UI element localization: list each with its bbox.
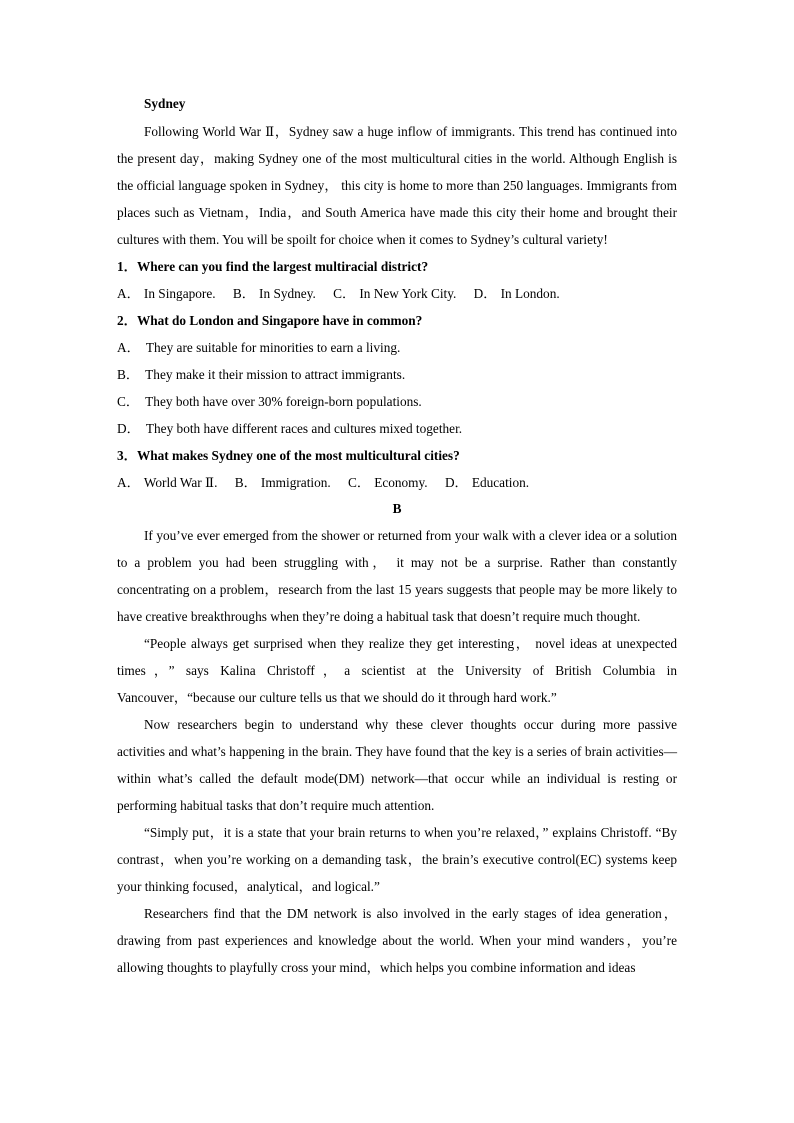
section-a-paragraph: Following World War Ⅱ，Sydney saw a huge inflow of immigrants. This trend has continued into the present day，making Sydney one of the most multicultural cities in the world. Although English is the official language spoken in Sydney， this city is home to more than 250 languages. Immigrants from places such as Vietnam，India，and South America have made this city their home and brought their cultures with them. You will be spoilt for choice when it comes to Sydney’s cultural variety!	[117, 124, 677, 247]
question-1-options	[117, 280, 677, 307]
question-1-stem: 1．Where can you find the largest multiracial district?	[117, 259, 429, 274]
question-1-option-c[interactable]: C． In New York City.	[333, 286, 457, 301]
section-b-heading: B	[392, 501, 402, 516]
question-3-stem: 3．What makes Sydney one of the most multicultural cities?	[117, 448, 460, 463]
question-2-option-d[interactable]: D． They both have different races and cultures mixed together.	[117, 421, 463, 436]
question-2-option-c[interactable]: C． They both have over 30% foreign-born populations.	[117, 394, 422, 409]
section-b-paragraph-5: Researchers find that the DM network is also involved in the early stages of idea generation，drawing from past experiences and knowledge about the world. When your mind wanders，you’re allowing thoughts to playfully cross your mind，which helps you combine information and ideas	[117, 906, 677, 975]
question-2-option-a[interactable]: A． They are suitable for minorities to earn a living.	[117, 340, 401, 355]
question-1-option-d[interactable]: D． In London.	[473, 286, 560, 301]
question-3-option-b[interactable]: B． Immigration.	[234, 475, 331, 490]
section-a-title: Sydney	[144, 96, 186, 111]
question-1-option-a[interactable]: A． In Singapore.	[117, 286, 216, 301]
section-b-paragraph-3: Now researchers begin to understand why these clever thoughts occur during more passive activities and what’s happening in the brain. They have found that the key is a series of brain activities—within what’s called the default mode(DM) network—that occur while an individual is resting or performing habitual tasks that don’t require much attention.	[117, 717, 677, 813]
question-3-option-d[interactable]: D． Education.	[444, 475, 530, 490]
question-3-options	[117, 469, 677, 496]
section-b-paragraph-2: “People always get surprised when they realize they get interesting， novel ideas at unexpected times，” says Kalina Christoff，a scientist at the University of British Columbia in Vancouver，“because our culture tells us that we should do it through hard work.”	[117, 636, 677, 705]
question-2-stem: 2．What do London and Singapore have in common?	[117, 313, 423, 328]
section-b-paragraph-4: “Simply put，it is a state that your brain returns to when you’re relaxed，” explains Christoff. “By contrast，when you’re working on a demanding task，the brain’s executive control(EC) systems keep your thinking focused，analytical，and logical.”	[117, 825, 677, 894]
document-page	[117, 92, 677, 981]
question-3-option-a[interactable]: A． World War Ⅱ.	[117, 475, 218, 490]
question-1-option-b[interactable]: B． In Sydney.	[232, 286, 316, 301]
question-2-option-b[interactable]: B． They make it their mission to attract immigrants.	[117, 367, 406, 382]
question-3-option-c[interactable]: C． Economy.	[348, 475, 428, 490]
section-b-paragraph-1: If you’ve ever emerged from the shower or returned from your walk with a clever idea or a solution to a problem you had been struggling with， it may not be a surprise. Rather than constantly concentrating on a problem，research from the last 15 years suggests that people may be more likely to have creative breakthroughs when they’re doing a habitual task that doesn’t require much thought.	[117, 528, 677, 624]
